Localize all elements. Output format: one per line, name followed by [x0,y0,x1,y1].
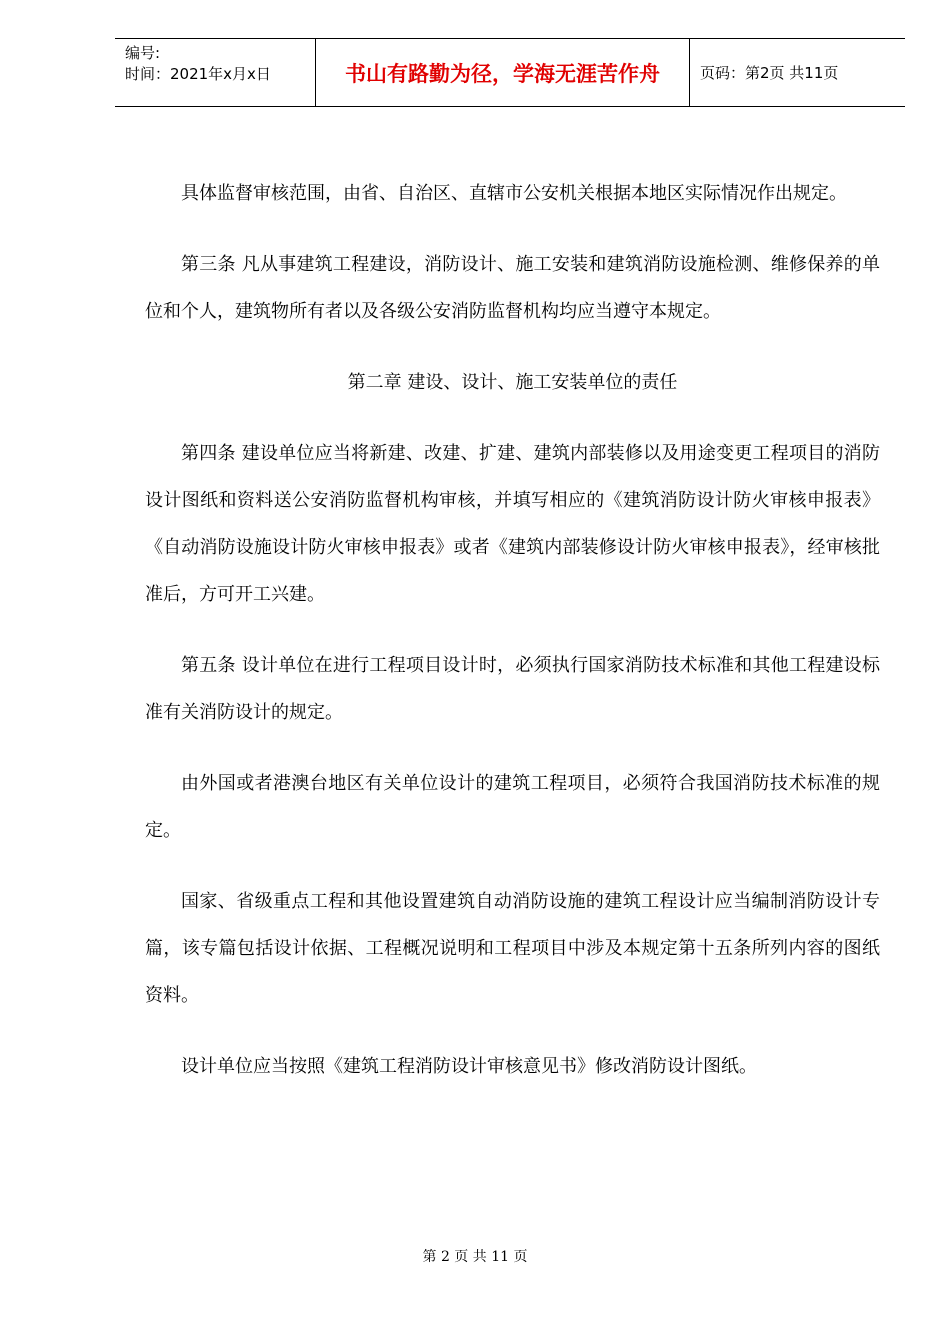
page-header [115,38,905,107]
header-page-info: 页码：第2页 共11页 [700,64,839,82]
chapter-heading: 第二章 建设、设计、施工安装单位的责任 [347,372,678,393]
header-meta [115,39,316,106]
article-3: 第三条 凡从事建筑工程建设，消防设计、施工安装和建筑消防设施检测、维修保养的单位和个人，建筑物所有者以及各级公安消防监督机构均应当遵守本规定。 [145,254,880,322]
document-body [145,170,880,1114]
time-label: 时间：2021年x月x日 [125,65,271,83]
article-5: 第五条 设计单位在进行工程项目设计时，必须执行国家消防技术标准和其他工程建设标准有关消防设计的规定。 [145,655,880,723]
paragraph: 国家、省级重点工程和其他设置建筑自动消防设施的建筑工程设计应当编制消防设计专篇，该专篇包括设计依据、工程概况说明和工程项目中涉及本规定第十五条所列内容的图纸资料。 [145,891,880,1006]
header-motto: 书山有路勤为径，学海无涯苦作舟 [316,39,690,106]
paragraph: 由外国或者港澳台地区有关单位设计的建筑工程项目，必须符合我国消防技术标准的规定。 [145,773,880,841]
paragraph: 具体监督审核范围，由省、自治区、直辖市公安机关根据本地区实际情况作出规定。 [181,183,847,204]
number-label: 编号: [125,44,161,62]
article-4: 第四条 建设单位应当将新建、改建、扩建、建筑内部装修以及用途变更工程项目的消防设计图纸和资料送公安消防监督机构审核，并填写相应的《建筑消防设计防火审核申报表》《自动消防设施设计防火审核申报表》或者《建筑内部装修设计防火审核申报表》，经审核批准后，方可开工兴建。 [145,443,880,605]
paragraph: 设计单位应当按照《建筑工程消防设计审核意见书》修改消防设计图纸。 [181,1056,757,1077]
page-footer: 第 2 页 共 11 页 [422,1249,528,1265]
